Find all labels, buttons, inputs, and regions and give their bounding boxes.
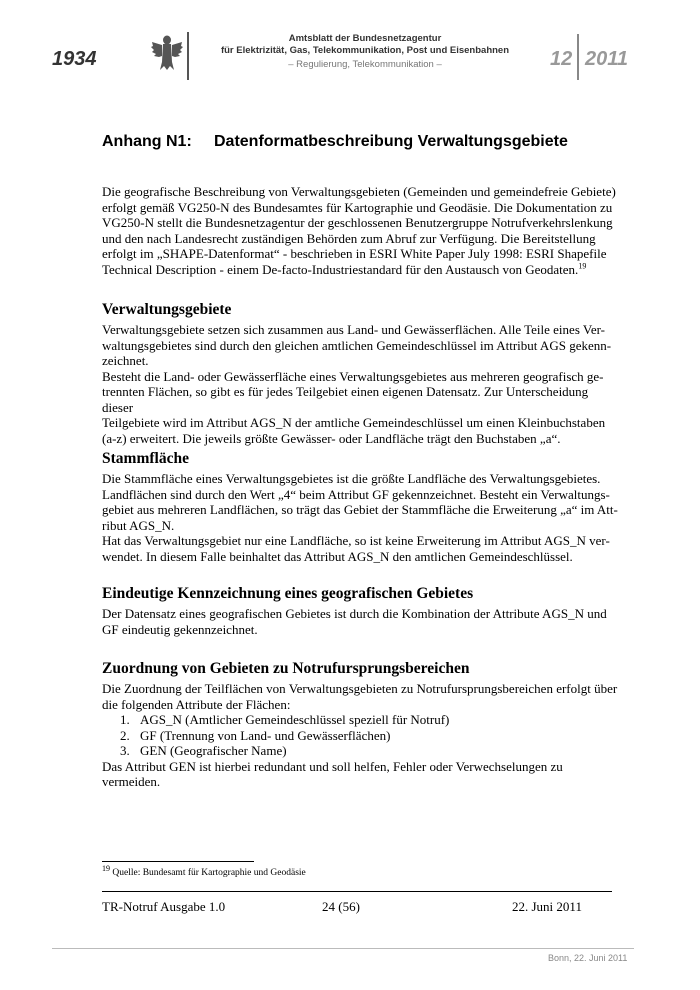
section-heading: Stammfläche [102,450,189,467]
page-title [102,133,568,151]
section-stammflaeche [102,450,622,564]
footer-document: TR-Notruf Ausgabe 1.0 [102,899,226,914]
bottom-place-date: Bonn, 22. Juni 2011 [548,953,628,963]
intro-line: erfolgt im „SHAPE-Datenformat“ - beschrieben in ESRI White Paper July 1998: ESRI Shapefile [102,246,607,261]
section-line: Landflächen sind durch den Wert „4“ beim Attribut GF gekennzeichnet. Besteht ein Verwaltungs- [102,486,610,502]
footnote-number: 19 [102,863,110,873]
intro-last-line: Technical Description - einem De-facto-Industriestandard für den Austausch von Geodaten. [102,261,579,277]
issue-divider [577,34,579,80]
annex-title: Datenformatbeschreibung Verwaltungsgebiete [214,133,568,150]
section-line: zeichnet. [102,353,149,368]
intro-line: und den nach Landesrecht zuständigen Behörden zum Abruf zur Verfügung. Die Bereitstellung [102,230,596,246]
section-line: gebiet aus mehreren Landflächen, so trägt das Gebiet der Stammfläche die Erweiterung „a“ im Att- [102,502,618,517]
footnote-divider [102,861,254,862]
section-line: die folgenden Attribute der Flächen: [102,696,291,712]
intro-paragraph [102,184,622,277]
section-line: GF eindeutig gekennzeichnet. [102,621,258,637]
list-item-number: 1. [120,712,130,727]
section-line: Die Stammfläche eines Verwaltungsgebietes ist die größte Landfläche des Verwaltungsgebietes. [102,471,601,486]
section-heading: Verwaltungsgebiete [102,301,232,318]
list-item-text: GF (Trennung von Land- und Gewässerflächen) [140,727,391,743]
section-line: Hat das Verwaltungsgebiet nur eine Landfläche, so ist keine Erweiterung im Attribut AGS_N ver- [102,533,610,548]
list-item [102,743,622,759]
attribute-list [102,712,622,759]
section-closing-line: Das Attribut GEN ist hierbei redundant und soll helfen, Fehler oder Verwechselungen zu vermeiden. [102,758,563,789]
footnote-ref[interactable]: 19 [578,261,587,271]
section-line: wendet. In diesem Falle beinhaltet das Attribut AGS_N den amtlichen Gemeindeschlüssel. [102,548,573,564]
list-item [102,728,622,744]
intro-line: erfolgt gemäß VG250-N des Bundesamtes für Kartographie und Geodäsie. Die Dokumentation zu [102,199,613,215]
list-item [102,712,622,728]
issue-number: 12 [550,48,573,70]
intro-line: VG250-N stellt die Bundesnetzagentur der geschlossenen Benutzergruppe Notrufverkehrslenkung [102,215,613,230]
issue-year: 2011 [585,48,629,70]
section-line: (a-z) erweitert. Die jeweils größte Gewässer- oder Landfläche trägt den Buchstaben „a“. [102,430,561,446]
footnote-text: Quelle: Bundesamt für Kartographie und Geodäsie [110,868,306,878]
section-line: ribut AGS_N. [102,517,175,533]
header-divider [187,32,189,80]
section-line: Teilgebiete wird im Attribut AGS_N der amtliche Gemeindeschlüssel um einen Kleinbuchstaben [102,415,606,430]
gazette-title [200,33,530,56]
annex-label: Anhang N1: [102,133,192,150]
footer-divider [102,891,612,892]
list-item-text: GEN (Geografischer Name) [140,743,287,758]
footer-page: 24 (56) [322,899,360,914]
section-zuordnung [102,660,622,790]
section-line: Die Zuordnung der Teilflächen von Verwaltungsgebieten zu Notrufursprungsbereichen erfolgt über [102,681,618,696]
section-line: waltungsgebietes sind durch den gleichen amtlichen Gemeindeschlüssel im Attribut AGS gekenn- [102,337,612,353]
gazette-page-number: 1934 [52,48,97,70]
bottom-divider [52,948,634,949]
gazette-title-line1: Amtsblatt der Bundesnetzagentur [288,33,442,44]
federal-eagle-icon [150,32,184,72]
list-item-number: 3. [120,743,130,758]
gazette-title-line2: für Elektrizität, Gas, Telekommunikation, Post und Eisenbahnen [220,44,510,56]
intro-line [102,262,622,278]
section-line: Verwaltungsgebiete setzen sich zusammen aus Land- und Gewässerflächen. Alle Teile eines Ver- [102,322,606,337]
section-verwaltungsgebiete [102,301,622,446]
intro-line: Die geografische Beschreibung von Verwaltungsgebieten (Gemeinden und gemeindefreie Gebiete) [102,184,616,199]
footnote [102,863,306,878]
footer-date: 22. Juni 2011 [512,899,582,914]
gazette-subtitle: – Regulierung, Telekommunikation – [288,59,442,70]
list-item-number: 2. [120,727,130,743]
section-line: trennten Flächen, so gibt es für jedes Teilgebiet einen eigenen Datensatz. Zur Unterscheidung dieser [102,384,589,415]
section-heading: Eindeutige Kennzeichnung eines geografischen Gebietes [102,585,474,602]
section-line: Der Datensatz eines geografischen Gebietes ist durch die Kombination der Attribute AGS_N und [102,606,607,621]
list-item-text: AGS_N (Amtlicher Gemeindeschlüssel speziell für Notruf) [140,712,450,727]
section-line: Besteht die Land- oder Gewässerfläche eines Verwaltungsgebietes aus mehreren geografisch ge- [102,368,604,384]
section-heading: Zuordnung von Gebieten zu Notrufursprungsbereichen [102,660,470,677]
section-eindeutige-kennzeichnung [102,585,622,637]
